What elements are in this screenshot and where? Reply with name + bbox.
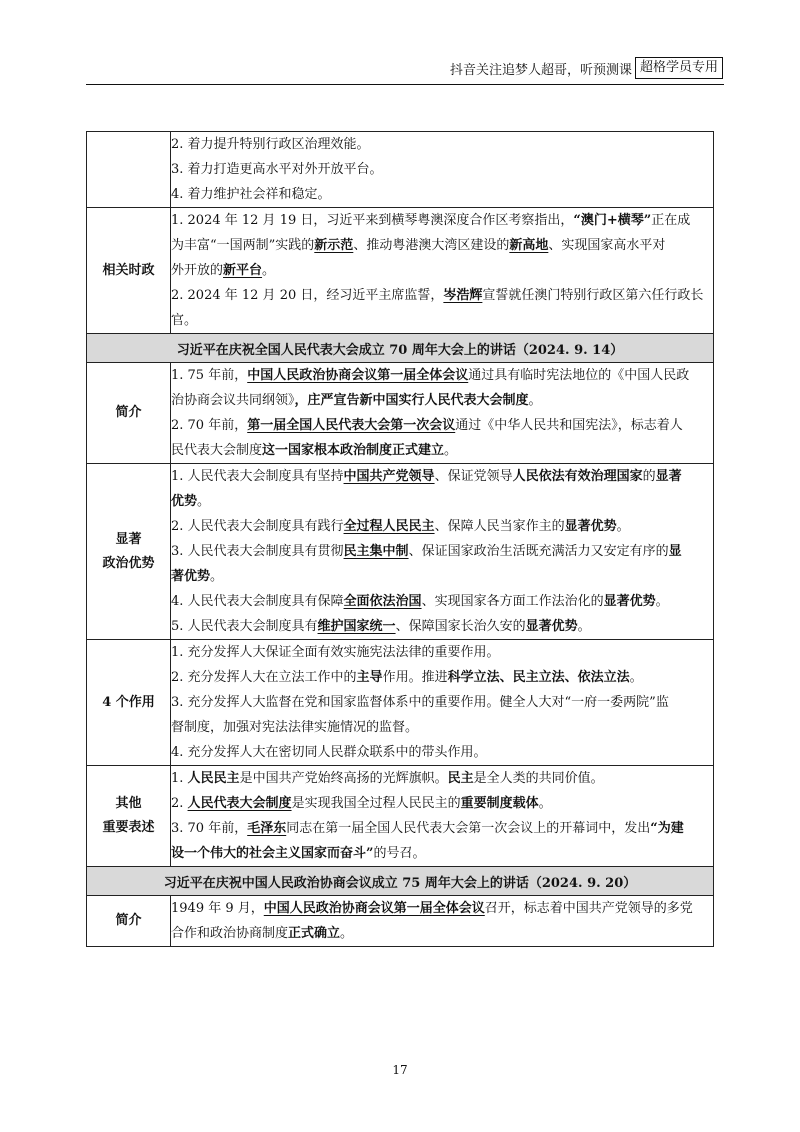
text-segment: 3. 70 年前， bbox=[171, 821, 248, 836]
text-segment: 4. 着力维护社会祥和稳定。 bbox=[171, 187, 331, 202]
text-segment: 。 bbox=[444, 443, 458, 458]
text-segment: 第一届全国人民代表大会第一次会议 bbox=[247, 418, 456, 433]
text-segment: 。 bbox=[262, 263, 276, 278]
text-segment: 1. 人民代表大会制度具有坚持 bbox=[171, 469, 344, 484]
text-segment: “澳门+横琴” bbox=[573, 213, 652, 228]
text-segment: 显著 bbox=[655, 469, 682, 484]
text-segment: 是中国共产党始终高扬的光辉旗帜。 bbox=[239, 771, 448, 786]
content-line bbox=[171, 258, 713, 283]
row-label-text: 其他 bbox=[115, 796, 142, 811]
text-segment: 。 bbox=[197, 494, 211, 509]
content-line bbox=[171, 690, 713, 715]
page-header bbox=[450, 57, 723, 79]
text-segment: 的号召。 bbox=[373, 846, 426, 861]
text-segment: 显著优势 bbox=[564, 519, 617, 534]
content-line bbox=[171, 363, 713, 388]
text-segment: 3. 充分发挥人大监督在党和国家监督体系中的重要作用。健全人大对“一府一委两院”监 bbox=[171, 695, 669, 710]
row-content bbox=[171, 208, 714, 334]
text-segment: 合作和政治协商制度 bbox=[171, 926, 289, 941]
text-segment: 人民民主 bbox=[187, 771, 240, 786]
row-content bbox=[171, 132, 714, 208]
text-segment: 1. 充分发挥人大保证全面有效实施宪法法律的重要作用。 bbox=[171, 645, 500, 660]
row-label bbox=[87, 896, 171, 947]
text-segment: 宣誓就任澳门特别行政区第六任行政长官。 bbox=[171, 288, 704, 328]
content-line bbox=[171, 715, 713, 740]
text-segment: 这一国家根本政治制度正式建立 bbox=[262, 443, 445, 458]
content-table-body bbox=[87, 132, 714, 947]
text-segment: 人民依法有效治理国家 bbox=[512, 469, 643, 484]
content-line bbox=[171, 157, 713, 182]
row-label-text: 4 个作用 bbox=[102, 694, 155, 710]
text-segment: 重要制度载体 bbox=[460, 796, 539, 811]
text-segment: 1. 2024 年 12 月 19 日，习近平来到横琴粤澳深度合作区考察指出， bbox=[171, 213, 574, 228]
table-row bbox=[87, 766, 714, 867]
row-label bbox=[87, 132, 171, 208]
text-segment: 3. 人民代表大会制度具有贯彻 bbox=[171, 544, 344, 559]
text-segment: 、实现国家高水平对 bbox=[548, 238, 666, 253]
row-content bbox=[171, 766, 714, 867]
row-label bbox=[87, 363, 171, 464]
text-segment: ，庄严宣告新中国实行人民代表大会制度 bbox=[294, 393, 529, 408]
section-title: 习近平在庆祝全国人民代表大会成立 70 周年大会上的讲话（2024. 9. 14） bbox=[87, 334, 714, 363]
table-row bbox=[87, 363, 714, 464]
text-segment: 显著优势 bbox=[525, 619, 578, 634]
content-line bbox=[171, 740, 713, 765]
text-segment: 中国人民政治协商会议第一届全体会议 bbox=[247, 368, 469, 383]
text-segment: 为丰富“一国两制”实践的 bbox=[171, 238, 315, 253]
row-content bbox=[171, 464, 714, 640]
text-segment: 主导 bbox=[356, 670, 383, 685]
text-segment: 2. 充分发挥人大在立法工作中的 bbox=[171, 670, 357, 685]
text-segment: 。 bbox=[538, 796, 552, 811]
text-segment: 新示范 bbox=[314, 238, 354, 253]
content-line bbox=[171, 564, 713, 589]
text-segment: 、保证党领导 bbox=[434, 469, 513, 484]
text-segment: 中国人民政治协商会议第一届全体会议 bbox=[263, 901, 485, 916]
text-segment: 。 bbox=[340, 926, 354, 941]
text-segment: 召开，标志着中国共产党领导的多党 bbox=[484, 901, 693, 916]
section-header-row bbox=[87, 334, 714, 363]
content-line bbox=[171, 921, 713, 946]
text-segment: 、保证国家政治生活既充满活力又安定有序的 bbox=[408, 544, 669, 559]
text-segment: 、推动粤港澳大湾区建设的 bbox=[353, 238, 510, 253]
header-text: 抖音关注追梦人超哥，听预测课 bbox=[449, 62, 632, 78]
text-segment: 督制度，加强对宪法法律实施情况的监督。 bbox=[171, 720, 419, 735]
content-line bbox=[171, 514, 713, 539]
text-segment: 治协商会议共同纲领》 bbox=[171, 393, 295, 408]
row-label-text: 政治优势 bbox=[102, 555, 155, 571]
text-segment: 。 bbox=[655, 594, 669, 609]
text-segment: 中国共产党领导 bbox=[343, 469, 435, 484]
row-label-text: 简介 bbox=[115, 405, 142, 420]
content-line bbox=[171, 438, 713, 463]
text-segment: 设一个伟大的社会主义国家而奋斗” bbox=[171, 846, 374, 861]
text-segment: 正式确立 bbox=[288, 926, 341, 941]
table-row bbox=[87, 132, 714, 208]
text-segment: 1949 年 9 月， bbox=[171, 901, 264, 916]
text-segment: 2. 70 年前， bbox=[171, 418, 248, 433]
row-label-text: 相关时政 bbox=[102, 262, 155, 278]
content-line bbox=[171, 791, 713, 816]
text-segment: 的 bbox=[642, 469, 656, 484]
text-segment: 显著优势 bbox=[603, 594, 656, 609]
row-label bbox=[87, 766, 171, 867]
content-line bbox=[171, 464, 713, 489]
content-line bbox=[171, 388, 713, 413]
header-rule bbox=[86, 84, 724, 85]
text-segment: 1. 75 年前， bbox=[171, 368, 248, 383]
text-segment: 作用。推进 bbox=[382, 670, 448, 685]
table-row bbox=[87, 896, 714, 947]
text-segment: 民代表大会制度 bbox=[171, 443, 263, 458]
row-label bbox=[87, 464, 171, 640]
text-segment: 。 bbox=[210, 569, 224, 584]
text-segment: 新高地 bbox=[509, 238, 549, 253]
content-line bbox=[171, 489, 713, 514]
text-segment: 是全人类的共同价值。 bbox=[473, 771, 604, 786]
table-row bbox=[87, 208, 714, 334]
text-segment: 、保障人民当家作主的 bbox=[434, 519, 565, 534]
text-segment: 2. bbox=[171, 796, 188, 811]
content-line bbox=[171, 132, 713, 157]
text-segment: 2. 2024 年 12 月 20 日，经习近平主席监誓， bbox=[171, 288, 444, 303]
row-label-text: 简介 bbox=[115, 913, 142, 928]
text-segment: 5. 人民代表大会制度具有 bbox=[171, 619, 318, 634]
content-line bbox=[171, 640, 713, 665]
text-segment: 毛泽东 bbox=[247, 821, 287, 836]
text-segment: 同志在第一届全国人民代表大会第一次会议上的开幕词中，发出 bbox=[286, 821, 651, 836]
text-segment: 维护国家统一 bbox=[317, 619, 396, 634]
section-title: 习近平在庆祝中国人民政治协商会议成立 75 周年大会上的讲话（2024. 9. 20） bbox=[87, 867, 714, 896]
text-segment: 优势 bbox=[171, 494, 198, 509]
text-segment: 岑浩辉 bbox=[443, 288, 483, 303]
text-segment: 新平台 bbox=[223, 263, 263, 278]
text-segment: 4. 充分发挥人大在密切同人民群众联系中的带头作用。 bbox=[171, 745, 487, 760]
content-line bbox=[171, 539, 713, 564]
text-segment: 1. bbox=[171, 771, 188, 786]
text-segment: 4. 人民代表大会制度具有保障 bbox=[171, 594, 344, 609]
row-label bbox=[87, 640, 171, 766]
content-line bbox=[171, 233, 713, 258]
text-segment: 全过程人民民主 bbox=[343, 519, 435, 534]
row-label-text: 重要表述 bbox=[102, 820, 155, 835]
text-segment: 是实现我国全过程人民民主的 bbox=[291, 796, 461, 811]
row-label-text: 显著 bbox=[115, 531, 142, 547]
text-segment: 、保障国家长治久安的 bbox=[395, 619, 526, 634]
text-segment: 3. 着力打造更高水平对外开放平台。 bbox=[171, 162, 383, 177]
text-segment: 民主 bbox=[447, 771, 474, 786]
row-content bbox=[171, 363, 714, 464]
text-segment: “为建 bbox=[650, 821, 684, 836]
text-segment: 。 bbox=[528, 393, 542, 408]
text-segment: 通过《中华人民共和国宪法》，标志着人 bbox=[455, 418, 683, 433]
text-segment: 显 bbox=[668, 544, 682, 559]
content-line bbox=[171, 896, 713, 921]
text-segment: 。 bbox=[629, 670, 643, 685]
text-segment: 2. 人民代表大会制度具有践行 bbox=[171, 519, 344, 534]
text-segment: 民主集中制 bbox=[343, 544, 409, 559]
text-segment: 通过具有临时宪法地位的《中国人民政 bbox=[468, 368, 690, 383]
text-segment: 科学立法、民主立法、依法立法 bbox=[447, 670, 630, 685]
text-segment: 正在成 bbox=[651, 213, 691, 228]
text-segment: 2. 着力提升特别行政区治理效能。 bbox=[171, 137, 370, 152]
section-header-row bbox=[87, 867, 714, 896]
text-segment: 、实现国家各方面工作法治化的 bbox=[421, 594, 604, 609]
row-content bbox=[171, 896, 714, 947]
header-badge: 超格学员专用 bbox=[635, 57, 723, 79]
row-label bbox=[87, 208, 171, 334]
content-line bbox=[171, 841, 713, 866]
content-line bbox=[171, 182, 713, 207]
content-line bbox=[171, 413, 713, 438]
content-line bbox=[171, 283, 713, 333]
text-segment: 著优势 bbox=[171, 569, 211, 584]
table-row bbox=[87, 640, 714, 766]
text-segment: 。 bbox=[577, 619, 591, 634]
text-segment: 外开放的 bbox=[171, 263, 224, 278]
row-content bbox=[171, 640, 714, 766]
page-number: 17 bbox=[392, 1063, 408, 1077]
content-table bbox=[86, 131, 714, 947]
content-line bbox=[171, 589, 713, 614]
content-line bbox=[171, 816, 713, 841]
content-line bbox=[171, 208, 713, 233]
text-segment: 。 bbox=[616, 519, 630, 534]
table-row bbox=[87, 464, 714, 640]
content-line bbox=[171, 665, 713, 690]
content-line bbox=[171, 614, 713, 639]
text-segment: 人民代表大会制度 bbox=[187, 796, 292, 811]
content-line bbox=[171, 766, 713, 791]
text-segment: 全面依法治国 bbox=[343, 594, 422, 609]
